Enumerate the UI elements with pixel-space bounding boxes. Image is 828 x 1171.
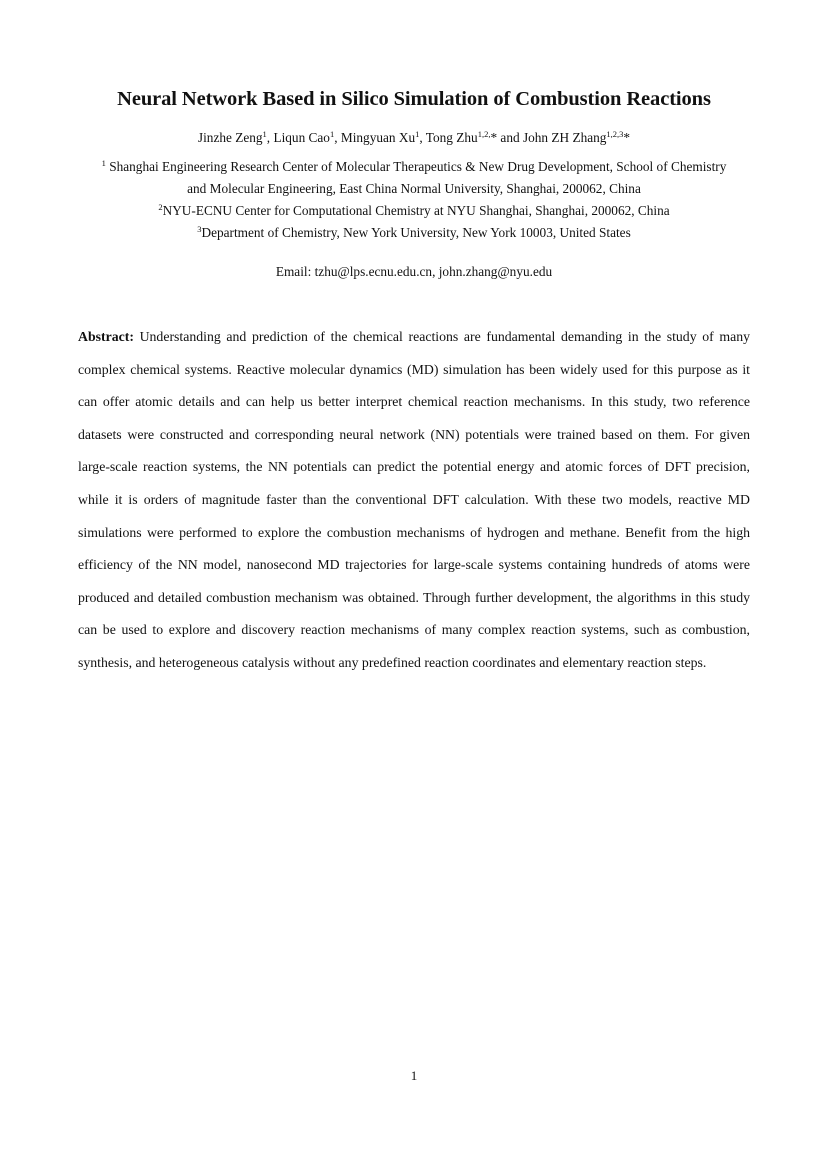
affiliation-1 xyxy=(0,156,828,200)
affiliation-sup: 3 xyxy=(197,224,202,234)
affiliation-sup: 1 xyxy=(101,158,106,168)
author-name: John ZH Zhang xyxy=(522,130,607,145)
page-number: 1 xyxy=(410,1068,418,1083)
author-affiliation-sup: 1 xyxy=(415,129,420,139)
abstract xyxy=(78,321,750,680)
author-name: Tong Zhu xyxy=(425,130,478,145)
author-separator: , xyxy=(334,130,341,145)
author-list xyxy=(0,130,828,146)
author-affiliation-sup: 1 xyxy=(262,129,267,139)
affiliation-text: NYU-ECNU Center for Computational Chemistry at NYU Shanghai, Shanghai, 200062, China xyxy=(162,203,670,218)
affiliation-text: and Molecular Engineering, East China Normal University, Shanghai, 200062, China xyxy=(187,181,641,196)
paper-title: Neural Network Based in Silico Simulation of Combustion Reactions xyxy=(117,88,711,110)
affiliation-2 xyxy=(0,200,828,222)
abstract-label: Abstract: xyxy=(78,329,134,344)
author-affiliation-sup: 1,2,3 xyxy=(606,129,624,139)
author-name: Liqun Cao xyxy=(273,130,330,145)
author-separator: , xyxy=(419,130,426,145)
corresponding-author-mark: * xyxy=(490,130,498,145)
author-separator: , xyxy=(266,130,274,145)
corresponding-author-mark: * xyxy=(623,130,631,145)
affiliation-sup: 2 xyxy=(158,202,163,212)
author-name: Jinzhe Zeng xyxy=(197,130,263,145)
affiliation-text: Department of Chemistry, New York University, New York 10003, United States xyxy=(201,225,631,240)
author-separator: and xyxy=(497,130,523,145)
contact-email: Email: tzhu@lps.ecnu.edu.cn, john.zhang@nyu.edu xyxy=(275,264,553,279)
author-affiliation-sup: 1,2, xyxy=(477,129,491,139)
affiliation-text: Shanghai Engineering Research Center of Molecular Therapeutics & New Drug Development, School of Chemistry xyxy=(109,159,727,174)
affiliation-3 xyxy=(0,222,828,244)
author-name: Mingyuan Xu xyxy=(340,130,416,145)
author-affiliation-sup: 1 xyxy=(329,129,335,139)
abstract-body: Understanding and prediction of the chemical reactions are fundamental demanding in the study of many complex chemical systems. Reactive molecular dynamics (MD) simulation has been widely used for this purpose as it can offer atomic details and can help us better interpret chemical reaction mechanisms. In this study, two reference datasets were constructed and corresponding neural network (NN) potentials were trained based on them. For given large-scale reaction systems, the NN potentials can predict the potential energy and atomic forces of DFT precision, while it is orders of magnitude faster than the conventional DFT calculation. With these two models, reactive MD simulations were performed to explore the combustion mechanisms of hydrogen and methane. Benefit from the high efficiency of the NN model, nanosecond MD trajectories for large-scale systems containing hundreds of atoms were produced and detailed combustion mechanism was obtained. Through further development, the algorithms in this study can be used to explore and discovery reaction mechanisms of many complex reaction systems, such as combustion, synthesis, and heterogeneous catalysis without any predefined reaction coordinates and elementary reaction steps. xyxy=(78,329,750,670)
